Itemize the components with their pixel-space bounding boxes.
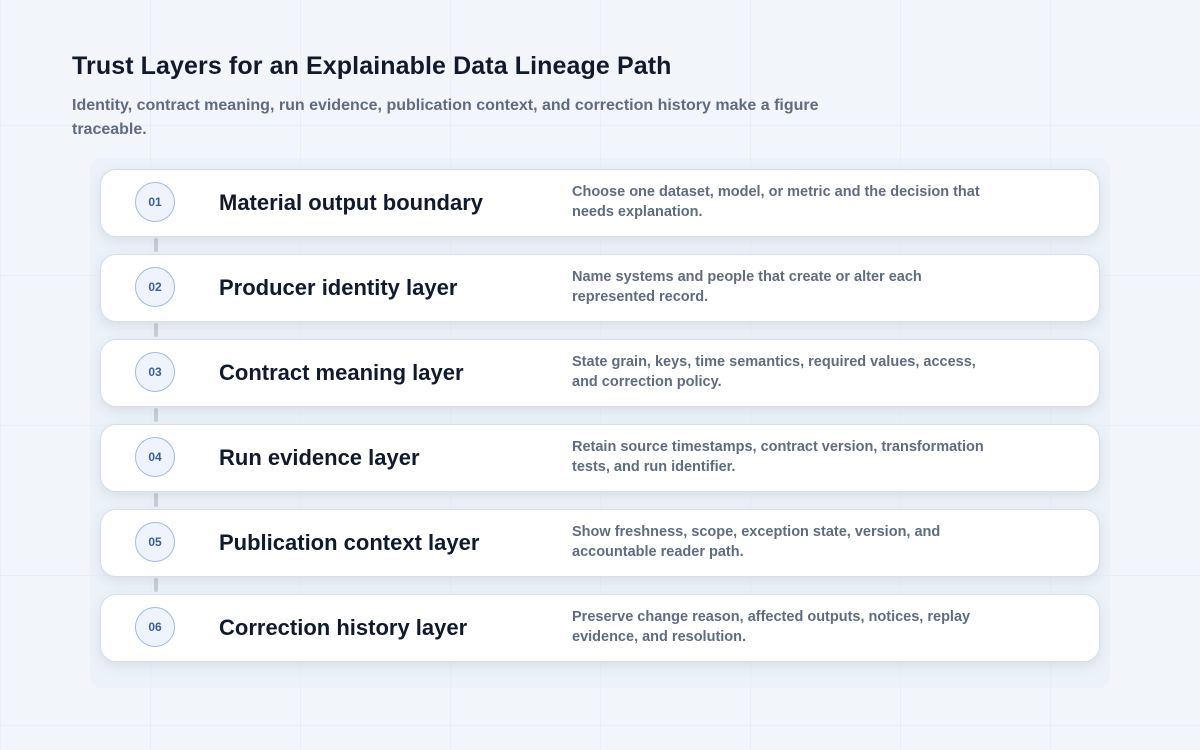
layer-card-02	[100, 254, 1100, 322]
layer-number-badge: 03	[135, 352, 175, 392]
page-title: Trust Layers for an Explainable Data Lineage Path	[72, 52, 672, 80]
layer-card-03	[100, 339, 1100, 407]
layer-connector	[154, 238, 158, 252]
layer-title: Contract meaning layer	[219, 360, 464, 385]
layer-title: Publication context layer	[219, 530, 480, 555]
layer-connector	[154, 493, 158, 507]
layer-card-01	[100, 169, 1100, 237]
layer-card-05	[100, 509, 1100, 577]
page-subtitle: Identity, contract meaning, run evidence, publication context, and correction history make a figure traceable.	[72, 97, 819, 138]
layer-description: Show freshness, scope, exception state, version, and accountable reader path.	[572, 524, 941, 560]
layer-title: Material output boundary	[219, 190, 483, 215]
layer-description: Choose one dataset, model, or metric and the decision that needs explanation.	[572, 184, 980, 220]
layer-description: Preserve change reason, affected outputs, notices, replay evidence, and resolution.	[572, 609, 971, 645]
layer-card-06	[100, 594, 1100, 662]
layer-connector	[154, 323, 158, 337]
layer-number-badge: 06	[135, 607, 175, 647]
layer-number-badge: 04	[135, 437, 175, 477]
layer-number-badge: 02	[135, 267, 175, 307]
layer-title: Run evidence layer	[219, 445, 420, 470]
layer-description: Retain source timestamps, contract version, transformation tests, and run identifier.	[572, 439, 984, 475]
layer-number-badge: 01	[135, 182, 175, 222]
layer-title: Producer identity layer	[219, 275, 458, 300]
layer-title: Correction history layer	[219, 615, 468, 640]
layer-number-badge: 05	[135, 522, 175, 562]
layer-connector	[154, 408, 158, 422]
layer-description: State grain, keys, time semantics, required values, access, and correction policy.	[572, 354, 976, 390]
layer-description: Name systems and people that create or alter each represented record.	[572, 269, 922, 305]
layer-card-04	[100, 424, 1100, 492]
layer-connector	[154, 578, 158, 592]
